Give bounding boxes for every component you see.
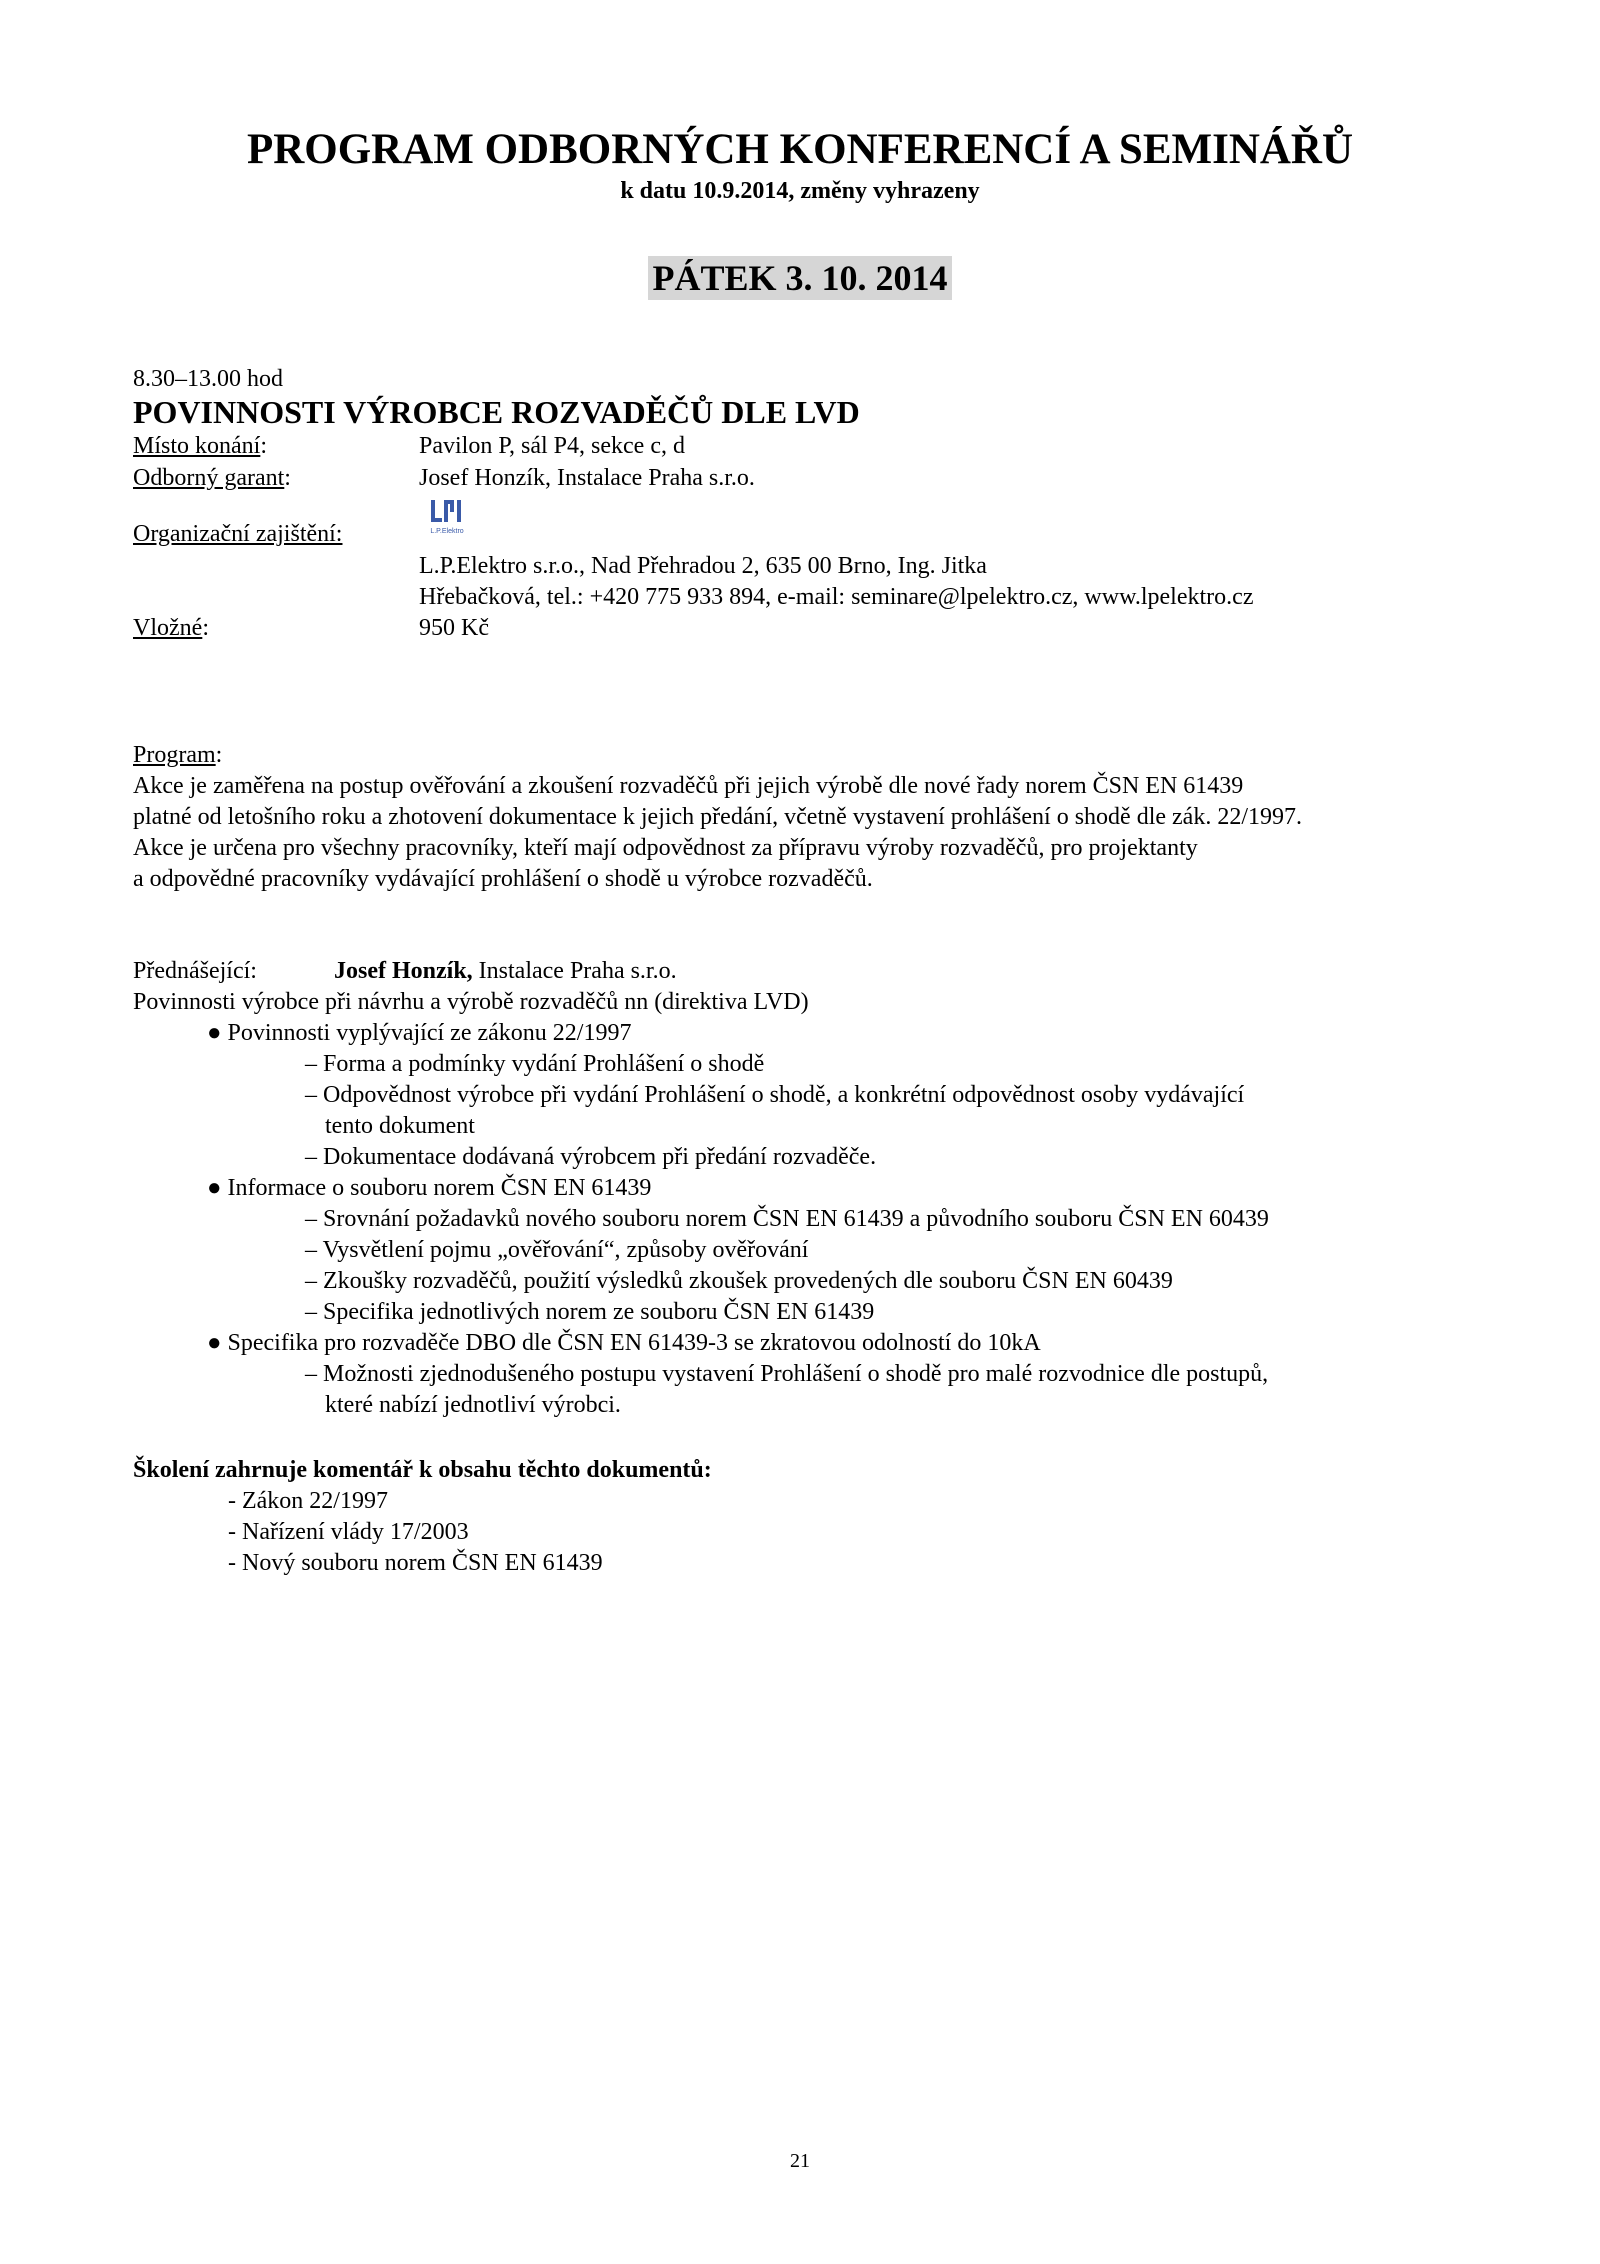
bullet-item: ● Povinnosti vyplývající ze zákonu 22/1997 <box>207 1020 632 1046</box>
fee-value: 950 Kč <box>419 615 489 641</box>
venue-value: Pavilon P, sál P4, sekce c, d <box>419 433 685 459</box>
event-title: POVINNOSTI VÝROBCE ROZVADĚČŮ DLE LVD <box>133 394 860 430</box>
fee-label-colon: : <box>202 615 209 641</box>
venue-label <box>133 431 267 462</box>
venue-label-text: Místo konání <box>133 433 261 459</box>
sub-item-continuation: které nabízí jednotliví výrobci. <box>325 1392 621 1418</box>
guarantor-value: Josef Honzík, Instalace Praha s.r.o. <box>419 465 755 491</box>
event-time: 8.30–13.00 hod <box>133 366 283 392</box>
speaker-name: Josef Honzík, <box>334 958 473 984</box>
sub-item-continuation: tento dokument <box>325 1113 475 1139</box>
organizer-line-1: L.P.Elektro s.r.o., Nad Přehradou 2, 635 00 Brno, Ing. Jitka <box>419 553 987 579</box>
program-line: Akce je určena pro všechny pracovníky, kteří mají odpovědnost za přípravu výroby rozvaděčů, pro projektanty <box>133 835 1198 861</box>
page-number: 21 <box>790 2150 810 2172</box>
fee-label-text: Vložné <box>133 615 203 641</box>
sub-item: – Možnosti zjednodušeného postupu vystavení Prohlášení o shodě pro malé rozvodnice dle postupů, <box>305 1361 1269 1387</box>
organizer-line-2: Hřebačková, tel.: +420 775 933 894, e-mail: seminare@lpelektro.cz, www.lpelektro.cz <box>419 584 1254 610</box>
venue-label-colon: : <box>260 433 268 459</box>
program-line: a odpovědné pracovníky vydávající prohlášení o shodě u výrobce rozvaděčů. <box>133 866 873 892</box>
lpelektro-logo <box>430 498 464 538</box>
training-item: - Nařízení vlády 17/2003 <box>228 1519 469 1545</box>
program-line: Akce je zaměřena na postup ověřování a zkoušení rozvaděčů při jejich výrobě dle nové řady norem ČSN EN 61439 <box>133 773 1244 799</box>
day-heading-wrap <box>0 256 1600 300</box>
program-label-colon: : <box>215 742 223 768</box>
guarantor-label <box>133 463 291 494</box>
training-item: - Nový souboru norem ČSN EN 61439 <box>228 1550 603 1576</box>
bullet-item: ● Informace o souboru norem ČSN EN 61439 <box>207 1175 652 1201</box>
training-heading: Školení zahrnuje komentář k obsahu těchto dokumentů: <box>133 1457 712 1483</box>
sub-item: – Dokumentace dodávaná výrobcem při předání rozvaděče. <box>305 1144 877 1170</box>
organizer-label: Organizační zajištění: <box>133 521 343 547</box>
guarantor-label-text: Odborný garant <box>133 465 285 491</box>
page-title: PROGRAM ODBORNÝCH KONFERENCÍ A SEMINÁŘŮ <box>246 126 1354 173</box>
sub-item: – Vysvětlení pojmu „ověřování“, způsoby ověřování <box>305 1237 809 1263</box>
speaker-company: Instalace Praha s.r.o. <box>478 958 677 984</box>
day-heading: PÁTEK 3. 10. 2014 <box>648 256 951 300</box>
sub-item: – Odpovědnost výrobce při vydání Prohlášení o shodě, a konkrétní odpovědnost osoby vydávající <box>305 1082 1245 1108</box>
bullet-item: ● Specifika pro rozvaděče DBO dle ČSN EN 61439-3 se zkratovou odolností do 10kA <box>207 1330 1041 1356</box>
guarantor-label-colon: : <box>284 465 291 491</box>
lecture-topic: Povinnosti výrobce při návrhu a výrobě rozvaděčů nn (direktiva LVD) <box>133 989 809 1015</box>
training-item: - Zákon 22/1997 <box>228 1488 388 1514</box>
speaker-label: Přednášející: <box>133 958 257 984</box>
sub-item: – Zkoušky rozvaděčů, použití výsledků zkoušek provedených dle souboru ČSN EN 60439 <box>305 1268 1173 1294</box>
program-label-text: Program <box>133 742 216 768</box>
sub-item: – Specifika jednotlivých norem ze souboru ČSN EN 61439 <box>305 1299 875 1325</box>
sub-item: – Srovnání požadavků nového souboru norem ČSN EN 61439 a původního souboru ČSN EN 60439 <box>305 1206 1269 1232</box>
program-line: platné od letošního roku a zhotovení dokumentace k jejich předání, včetně vystavení prohlášení o shodě dle zák. 22/1997. <box>133 804 1303 830</box>
page-subtitle: k datu 10.9.2014, změny vyhrazeny <box>620 178 980 204</box>
speaker-line <box>334 956 677 987</box>
sub-item: – Forma a podmínky vydání Prohlášení o shodě <box>305 1051 765 1077</box>
program-label <box>133 740 222 771</box>
logo-caption: L.P.Elektro <box>430 528 464 535</box>
fee-label <box>133 613 209 644</box>
